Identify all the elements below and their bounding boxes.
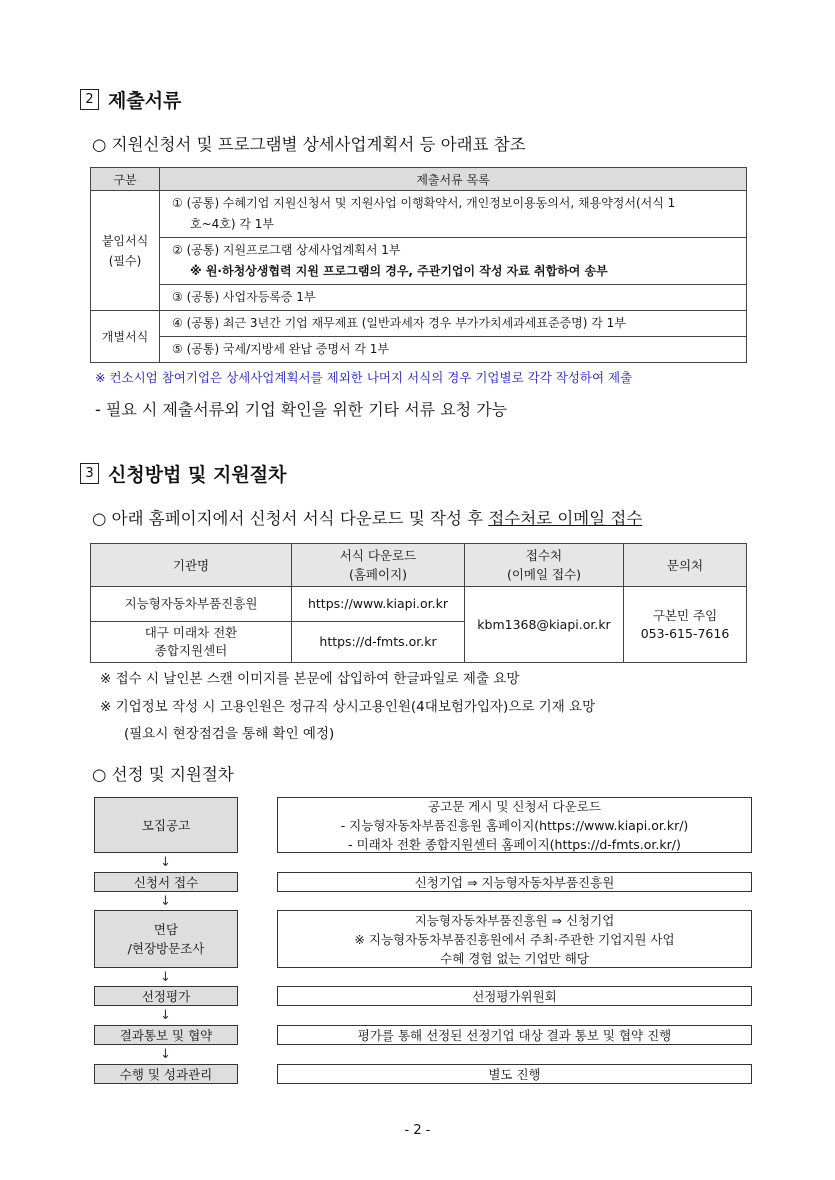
step-interview-desc-line1: 지능형자동차부품진흥원 ⇒ 신청기업 — [414, 912, 615, 928]
contact-info — [624, 587, 747, 663]
consortium-note: ※ 컨소시엄 참여기업은 상세사업계획서를 제외한 나머지 서식의 경우 기업별로 각각 작성하여 제출 — [95, 370, 633, 385]
step-evaluation: 선정평가 — [94, 986, 238, 1006]
step-recruitment-desc-line2: - 지능형자동차부품진흥원 홈페이지(https://www.kiapi.or.kr/) — [340, 817, 689, 833]
employment-note: ※ 기업정보 작성 시 고용인원은 정규직 상시고용인원(4대보험가입자)으로 기재 요망 — [100, 699, 596, 715]
step-interview-desc — [277, 910, 752, 968]
arrow-down-icon: ↓ — [160, 1008, 171, 1023]
header-reception — [465, 544, 624, 587]
org-dfmts — [91, 622, 292, 663]
contact-phone: 053-615-7616 — [640, 625, 730, 641]
org-dfmts-line2: 종합지원센터 — [154, 643, 228, 658]
header-organization: 기관명 — [91, 544, 292, 587]
url-kiapi[interactable]: https://www.kiapi.or.kr — [292, 587, 465, 622]
step-recruitment-desc-line3: - 미래차 전환 종합지원센터 홈페이지(https://d-fmts.or.kr/) — [348, 836, 681, 852]
category-required-line2: (필수) — [108, 253, 142, 268]
table-row — [91, 238, 747, 285]
header-reception-line1: 접수처 — [525, 548, 563, 563]
step-notification-desc: 평가를 통해 선정된 선정기업 대상 결과 통보 및 협약 진행 — [277, 1025, 752, 1045]
category-individual: 개별서식 — [91, 311, 160, 363]
step-interview-desc-line3: 수혜 경험 없는 기업만 해당 — [440, 950, 589, 966]
section-2-heading — [80, 86, 181, 113]
reception-email[interactable]: kbm1368@kiapi.or.kr — [465, 587, 624, 663]
documents-table-header — [91, 168, 747, 191]
header-download-line1: 서식 다운로드 — [339, 548, 417, 563]
section-3-intro-underlined: 접수처로 이메일 접수 — [488, 509, 643, 528]
document-item-2 — [160, 238, 747, 285]
section-3-number-box: 3 — [80, 463, 99, 484]
documents-table — [90, 167, 747, 363]
step-interview-desc-line2: ※ 지능형자동차부품진흥원에서 주최·주관한 기업지원 사업 — [354, 931, 675, 947]
document-item-3: ③ (공통) 사업자등록증 1부 — [160, 285, 747, 311]
section-3-intro — [92, 505, 642, 529]
process-title: ○ 선정 및 지원절차 — [92, 765, 234, 784]
org-kiapi: 지능형자동차부품진흥원 — [91, 587, 292, 622]
step-interview-line2: /현장방문조사 — [127, 941, 205, 956]
arrow-down-icon: ↓ — [160, 855, 171, 870]
header-category: 구분 — [91, 168, 160, 191]
application-table — [90, 543, 747, 663]
header-contact: 문의처 — [624, 544, 747, 587]
org-dfmts-line1: 대구 미래차 전환 — [144, 625, 238, 640]
arrow-down-icon: ↓ — [160, 970, 171, 985]
step-recruitment-desc-line1: 공고문 게시 및 신청서 다운로드 — [428, 798, 601, 814]
table-row — [91, 311, 747, 337]
step-notification: 결과통보 및 협약 — [94, 1025, 238, 1045]
step-evaluation-desc: 선정평가위원회 — [277, 986, 752, 1006]
arrow-down-icon: ↓ — [160, 1047, 171, 1062]
header-download-line2: (홈페이지) — [348, 567, 408, 582]
section-2-title: 제출서류 — [108, 90, 182, 112]
step-interview — [94, 910, 238, 968]
step-application-desc: 신청기업 ⇒ 지능형자동차부품진흥원 — [277, 872, 752, 892]
contact-name: 구본민 주임 — [652, 607, 718, 623]
table-row — [91, 337, 747, 363]
step-recruitment: 모집공고 — [94, 797, 238, 853]
section-3-heading — [80, 460, 286, 487]
document-item-1-line1: ① (공통) 수혜기업 지원신청서 및 지원사업 이행확약서, 개인정보이용동의서, 채용약정서(서식 1 — [172, 196, 676, 210]
document-item-1 — [160, 191, 747, 238]
arrow-down-icon: ↓ — [160, 894, 171, 909]
section-3-intro-text: ○ 아래 홈페이지에서 신청서 서식 다운로드 및 작성 후 — [92, 509, 489, 528]
step-execution: 수행 및 성과관리 — [94, 1064, 238, 1084]
page-number: - 2 - — [404, 1123, 431, 1138]
category-required — [91, 191, 160, 311]
header-download — [292, 544, 465, 587]
document-item-2-line1: ② (공통) 지원프로그램 상세사업계획서 1부 — [172, 243, 401, 257]
section-3-title: 신청방법 및 지원절차 — [108, 464, 287, 486]
url-dfmts[interactable]: https://d-fmts.or.kr — [292, 622, 465, 663]
application-table-header — [91, 544, 747, 587]
category-required-line1: 붙임서식 — [101, 233, 149, 248]
table-row — [91, 191, 747, 238]
step-recruitment-desc — [277, 797, 752, 853]
table-row — [91, 285, 747, 311]
document-item-5: ⑤ (공통) 국세/지방세 완납 증명서 각 1부 — [160, 337, 747, 363]
document-item-1-line2: 호~4호) 각 1부 — [190, 217, 275, 231]
step-interview-line1: 면담 — [153, 922, 179, 937]
header-reception-line2: (이메일 접수) — [506, 567, 582, 582]
employment-note-cont: (필요시 현장점검을 통해 확인 예정) — [124, 726, 335, 742]
header-document-list: 제출서류 목록 — [160, 168, 747, 191]
section-2-intro: ○ 지원신청서 및 프로그램별 상세사업계획서 등 아래표 참조 — [92, 135, 526, 154]
extra-documents-note: - 필요 시 제출서류외 기업 확인을 위한 기타 서류 요청 가능 — [95, 400, 508, 419]
document-item-2-note: ※ 원·하청상생협력 지원 프로그램의 경우, 주관기업이 작성 자료 취합하여 송부 — [190, 264, 608, 278]
document-item-4: ④ (공통) 최근 3년간 기업 재무제표 (일반과세자 경우 부가가치세과세표준증명) 각 1부 — [160, 311, 747, 337]
step-application: 신청서 접수 — [94, 872, 238, 892]
step-execution-desc: 별도 진행 — [277, 1064, 752, 1084]
section-2-number-box: 2 — [80, 89, 99, 110]
table-row — [91, 587, 747, 622]
submission-note: ※ 접수 시 날인본 스캔 이미지를 본문에 삽입하여 한글파일로 제출 요망 — [100, 671, 520, 687]
